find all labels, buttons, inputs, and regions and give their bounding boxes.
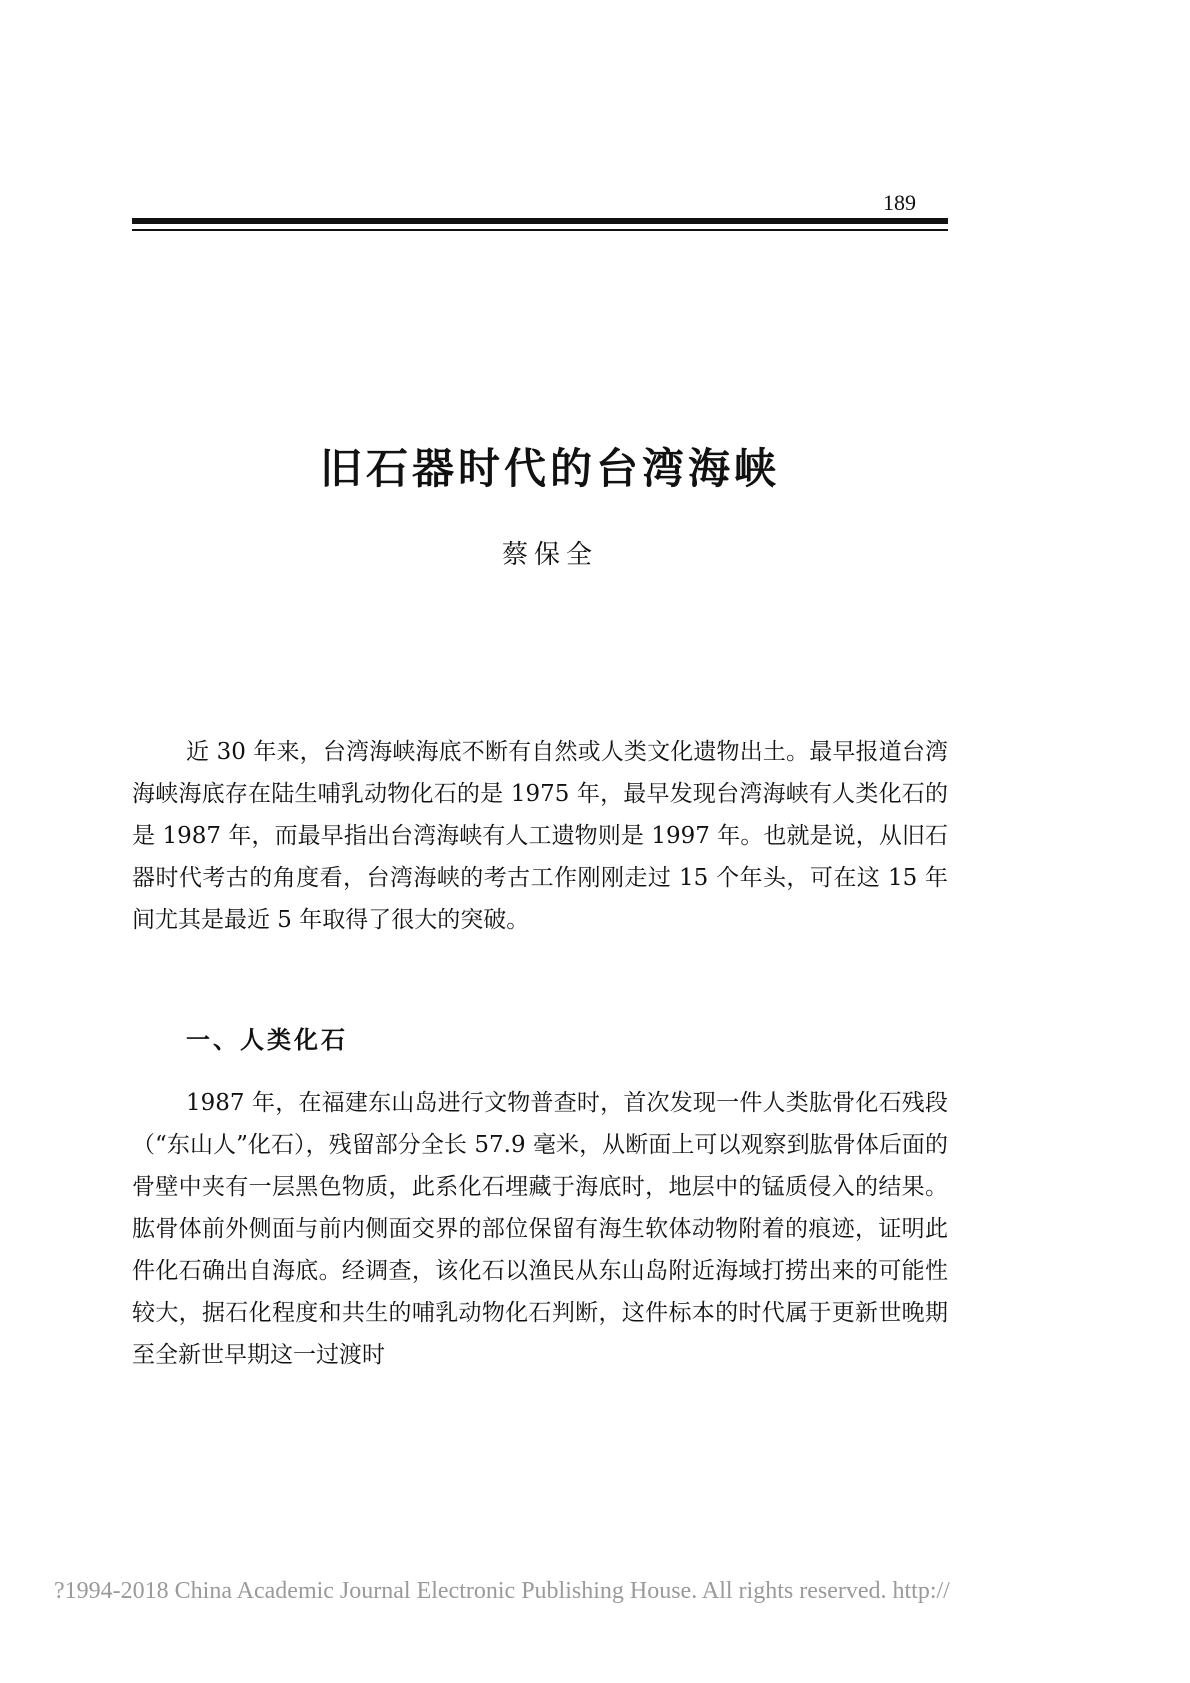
section-1-paragraph: 1987 年，在福建东山岛进行文物普查时，首次发现一件人类肱骨化石残段（“东山人”化石），残留部分全长 57.9 毫米，从断面上可以观察到肱骨体后面的骨壁中夹有一层黑色物质，此系化石埋藏于海底时，地层中的锰质侵入的结果。肱骨体前外侧面与前内侧面交界的部位保留有海生软体动物附着的痕迹，证明此件化石确出自海底。经调查，该化石以渔民从东山岛附近海域打捞出来的可能性较大，据石化程度和共生的哺乳动物化石判断，这件标本的时代属于更新世晚期至全新世早期这一过渡时 [132,1090,948,1368]
section-heading-human-fossils: 一、人类化石 [186,1025,348,1054]
article-title: 旧石器时代的台湾海峡 [319,444,780,494]
header-rule-thin [132,229,948,231]
article-author: 蔡保全 [501,540,598,570]
page-number: 189 [883,190,916,215]
copyright-footer: ?1994-2018 China Academic Journal Electronic Publishing House. All rights reserved. http:// [54,1578,950,1604]
header-rule-thick [132,218,948,224]
intro-paragraph: 近 30 年来，台湾海峡海底不断有自然或人类文化遗物出土。最早报道台湾海峡海底存在陆生哺乳动物化石的是 1975 年，最早发现台湾海峡有人类化石的是 1987 年，而最早指出台湾海峡有人工遗物则是 1997 年。也就是说，从旧石器时代考古的角度看，台湾海峡的考古工作刚刚走过 15 个年头，可在这 15 年间尤其是最近 5 年取得了很大的突破。 [132,739,948,933]
